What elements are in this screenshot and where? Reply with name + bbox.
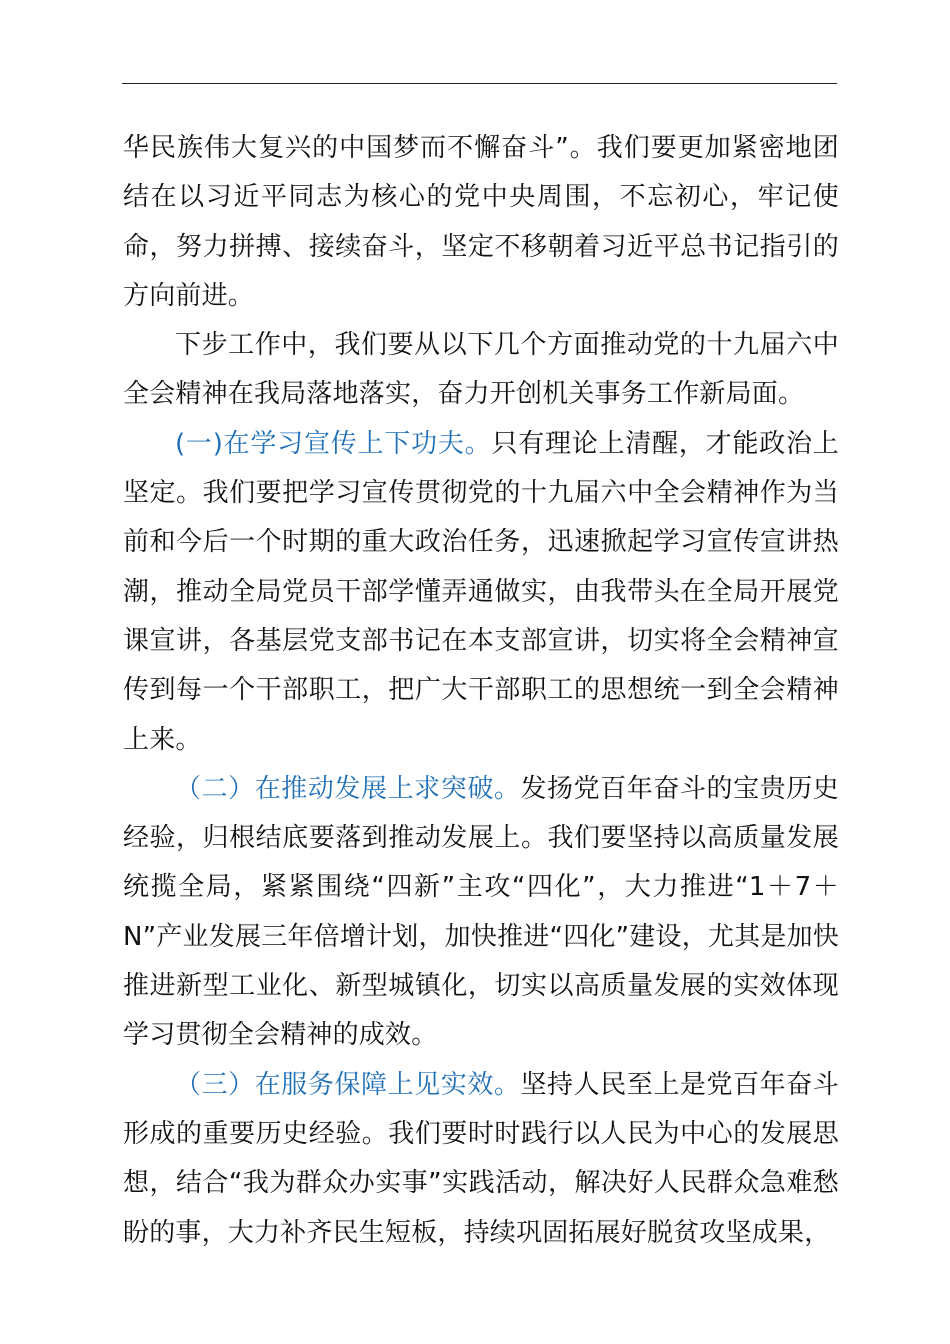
document-body <box>123 124 839 1258</box>
paragraph-section-2 <box>123 765 839 1061</box>
paragraph-text: 下步工作中，我们要从以下几个方面推动党的十九届六中全会精神在我局落地落实，奋力开创机关事务工作新局面。 <box>123 330 839 410</box>
section-heading: （二）在推动发展上求突破。 <box>175 773 521 804</box>
paragraph-section-3 <box>123 1061 839 1258</box>
paragraph-text: 发扬党百年奋斗的宝贵历史经验，归根结底要落到推动发展上。我们要坚持以高质量发展统揽全局，紧紧围绕“四新”主攻“四化”，大力推进“1＋7＋N”产业发展三年倍增计划，加快推进“四化”建设，尤其是加快推进新型工业化、新型城镇化，切实以高质量发展的实效体现学习贯彻全会精神的成效。 <box>123 773 839 1051</box>
paragraph-text: 华民族伟大复兴的中国梦而不懈奋斗”。我们要更加紧密地团结在以习近平同志为核心的党中央周围，不忘初心，牢记使命，努力拼搏、接续奋斗，坚定不移朝着习近平总书记指引的方向前进。 <box>123 133 839 311</box>
paragraph-next-steps <box>123 321 839 420</box>
section-heading: (一)在学习宣传上下功夫。 <box>175 428 492 459</box>
header-rule <box>122 83 837 84</box>
paragraph-text: 坚持人民至上是党百年奋斗形成的重要历史经验。我们要时时践行以人民为中心的发展思想，结合“我为群众办实事”实践活动，解决好人民群众急难愁盼的事，大力补齐民生短板，持续巩固拓展好脱贫攻坚成果， <box>123 1069 839 1248</box>
section-heading: （三）在服务保障上见实效。 <box>175 1069 521 1100</box>
paragraph-section-1 <box>123 420 839 765</box>
paragraph-text: 只有理论上清醒，才能政治上坚定。我们要把学习宣传贯彻党的十九届六中全会精神作为当前和今后一个时期的重大政治任务，迅速掀起学习宣传宣讲热潮，推动全局党员干部学懂弄通做实，由我带头在全局开展党课宣讲，各基层党支部书记在本支部宣讲，切实将全会精神宣传到每一个干部职工，把广大干部职工的思想统一到全会精神上来。 <box>123 428 839 755</box>
paragraph-continuation <box>123 124 839 321</box>
